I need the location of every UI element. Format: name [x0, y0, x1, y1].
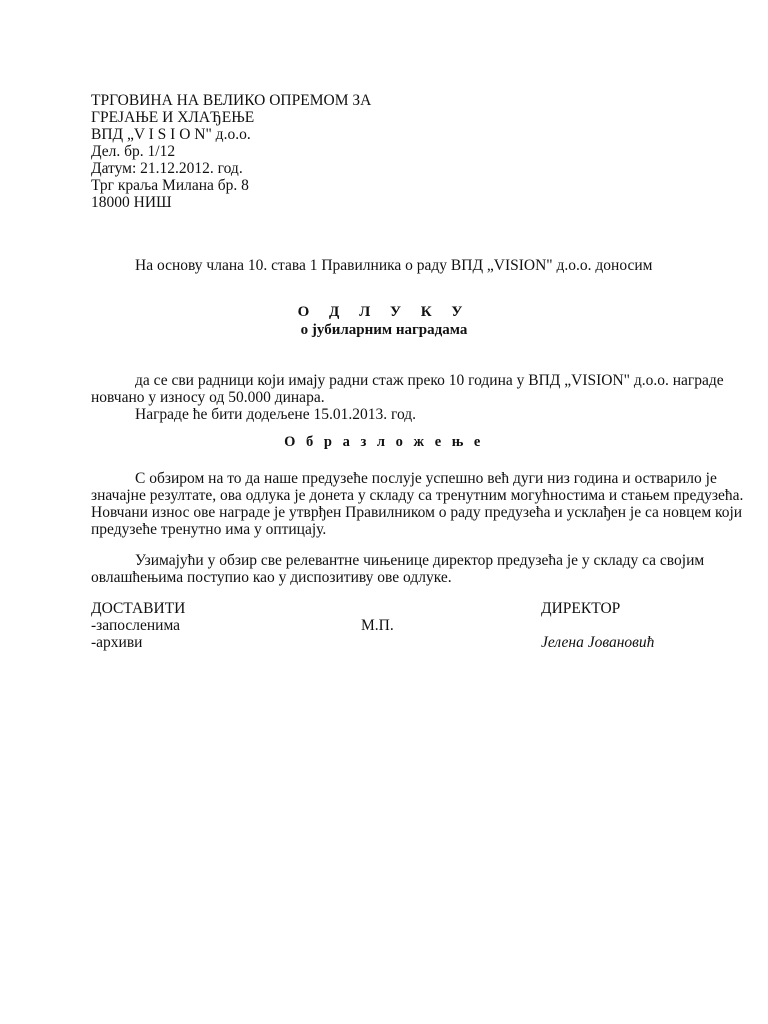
- company-name-line-1: ТРГОВИНА НА ВЕЛИКО ОПРЕМОМ ЗА: [91, 92, 372, 109]
- address-city: 18000 НИШ: [91, 194, 172, 211]
- reasoning-paragraph-2: [91, 552, 705, 586]
- intro-text: На основу члана 10. става 1 Правилника о раду ВПД „VISION" д.о.о. доносим: [135, 257, 653, 274]
- reasoning-line: Узимајући у обзир све релевантне чињенице директор предузећа је у складу са својим: [135, 552, 705, 569]
- reasoning-paragraph-1: [91, 470, 744, 538]
- director-label: ДИРЕКТОР: [541, 600, 621, 617]
- decision-line: да се сви радници који имају радни стаж преко 10 година у ВПД „VISION" д.о.о. награде: [135, 372, 724, 389]
- recipient-employees: -запосленима: [91, 617, 181, 634]
- reasoning-title: О б р а з л о ж е њ е: [284, 434, 484, 450]
- stamp-placeholder: М.П.: [361, 617, 394, 634]
- deliver-label: ДОСТАВИТИ: [91, 600, 186, 617]
- company-name-line-3: ВПД „V I S I O N" д.о.о.: [91, 126, 251, 143]
- document-date: Датум: 21.12.2012. год.: [91, 160, 243, 177]
- reasoning-line: Новчани износ ове награде је утврђен Правилником о раду предузећа и усклађен је са новцем који: [91, 504, 743, 521]
- decision-paragraph: [91, 372, 724, 423]
- reasoning-line: овлашћењима поступио као у диспозитиву ове одлуке.: [91, 569, 452, 586]
- reasoning-line: С обзиром на то да наше предузеће послује успешно већ дуги низ година и остварило је: [135, 470, 717, 487]
- document-title: О Д Л У К У: [297, 304, 471, 320]
- reasoning-line: значајне резултате, ова одлука је донета у складу са тренутним могућностима и стањем предузећа.: [91, 487, 744, 504]
- director-name: Јелена Јовановић: [541, 634, 655, 651]
- address-street: Трг краља Милана бр. 8: [91, 177, 249, 194]
- document-number: Дел. бр. 1/12: [91, 143, 176, 160]
- document-subtitle: о јубиларним наградама: [300, 322, 468, 338]
- letterhead: [91, 92, 371, 211]
- decision-line: новчано у износу од 50.000 динара.: [91, 389, 325, 406]
- decision-line: Награде ће бити додељене 15.01.2013. год.: [135, 406, 417, 423]
- reasoning-line: предузеће тренутно има у оптицају.: [91, 521, 327, 538]
- recipient-archive: -архиви: [91, 634, 143, 651]
- company-name-line-2: ГРЕЈАЊЕ И ХЛАЂЕЊЕ: [91, 109, 255, 126]
